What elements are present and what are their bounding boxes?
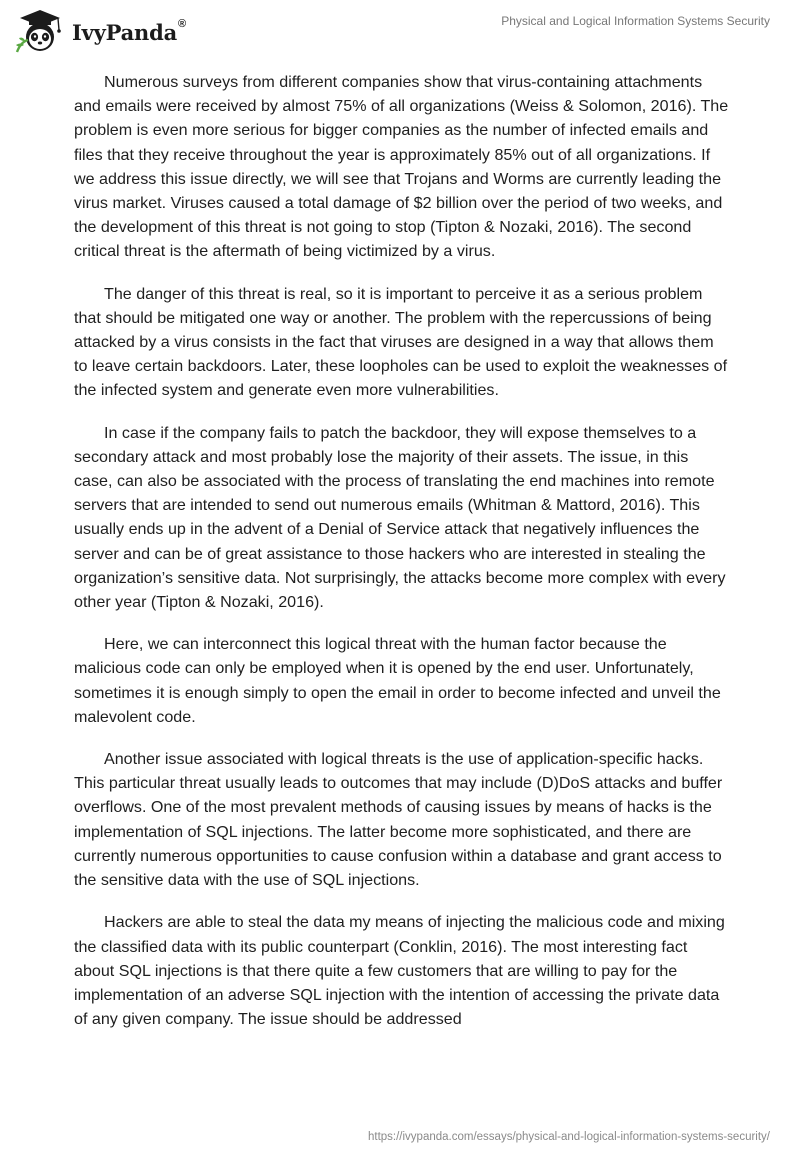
panda-logo-icon (14, 8, 66, 54)
registered-mark: ® (178, 17, 186, 30)
essay-body (74, 70, 730, 1049)
page-header (0, 0, 800, 60)
logo-text: IvyPanda (72, 19, 178, 45)
source-url[interactable]: https://ivypanda.com/essays/physical-and-logical-information-systems-security/ (367, 1131, 770, 1143)
paragraph-2: The danger of this threat is real, so it is important to perceive it as a serious problem that should be mitigated one way or another. The problem with the repercussions of being attacked by a virus consists in the fact that viruses are designed in a way that allows them to leave certain backdoors. Later, these loopholes can be used to exploit the weaknesses of the infected system and generate even more vulnerabilities. (74, 284, 728, 400)
paragraph-3: In case if the company fails to patch the backdoor, they will expose themselves to a secondary attack and most probably lose the majority of their assets. The issue, in this case, can also be associated with the process of translating the end machines into remote servers that are intended to send out numerous emails (Whitman & Mattord, 2016). This usually ends up in the advent of a Denial of Service attack that negatively influences the server and can be of great assistance to those hackers who are interested in stealing the organization’s sensitive data. Not surprisingly, the attacks become more complex with every other year (Tipton & Nozaki, 2016). (74, 423, 726, 612)
paragraph-4: Here, we can interconnect this logical threat with the human factor because the malicious code can only be employed when it is opened by the end user. Unfortunately, sometimes it is enough simply to open the email in order to become infected and unveil the malevolent code. (74, 635, 721, 726)
paragraph-1: Numerous surveys from different companies show that virus-containing attachments and emails were received by almost 75% of all organizations (Weiss & Solomon, 2016). The problem is even more serious for bigger companies as the number of infected emails and files that they receive throughout the year is approximately 85% out of all organizations. If we address this issue directly, we will see that Trojans and Worms are currently leading the virus market. Viruses caused a total damage of $2 billion over the period of two weeks, and the development of this threat is not going to stop (Tipton & Nozaki, 2016). The second critical threat is the aftermath of being victimized by a virus. (74, 73, 729, 261)
paragraph-6: Hackers are able to steal the data my means of injecting the malicious code and mixing the classified data with its public counterpart (Conklin, 2016). The most interesting fact about SQL injections is that there quite a few customers that are willing to pay for the implementation of an adverse SQL injection with the intention of accessing the private data of any given company. The issue should be addressed (74, 913, 725, 1029)
logo-wordmark (72, 17, 186, 45)
paragraph-5: Another issue associated with logical threats is the use of application-specific hacks. This particular threat usually leads to outcomes that may include (D)DoS attacks and buffer overflows. One of the most prevalent methods of causing issues by means of hacks is the implementation of SQL injections. The latter become more sophisticated, and there are currently numerous opportunities to cause confusion within a database and grant access to the sensitive data with the use of SQL injections. (74, 750, 723, 890)
running-head-title: Physical and Logical Information Systems Security (501, 14, 770, 28)
ivypanda-logo[interactable] (14, 8, 186, 54)
